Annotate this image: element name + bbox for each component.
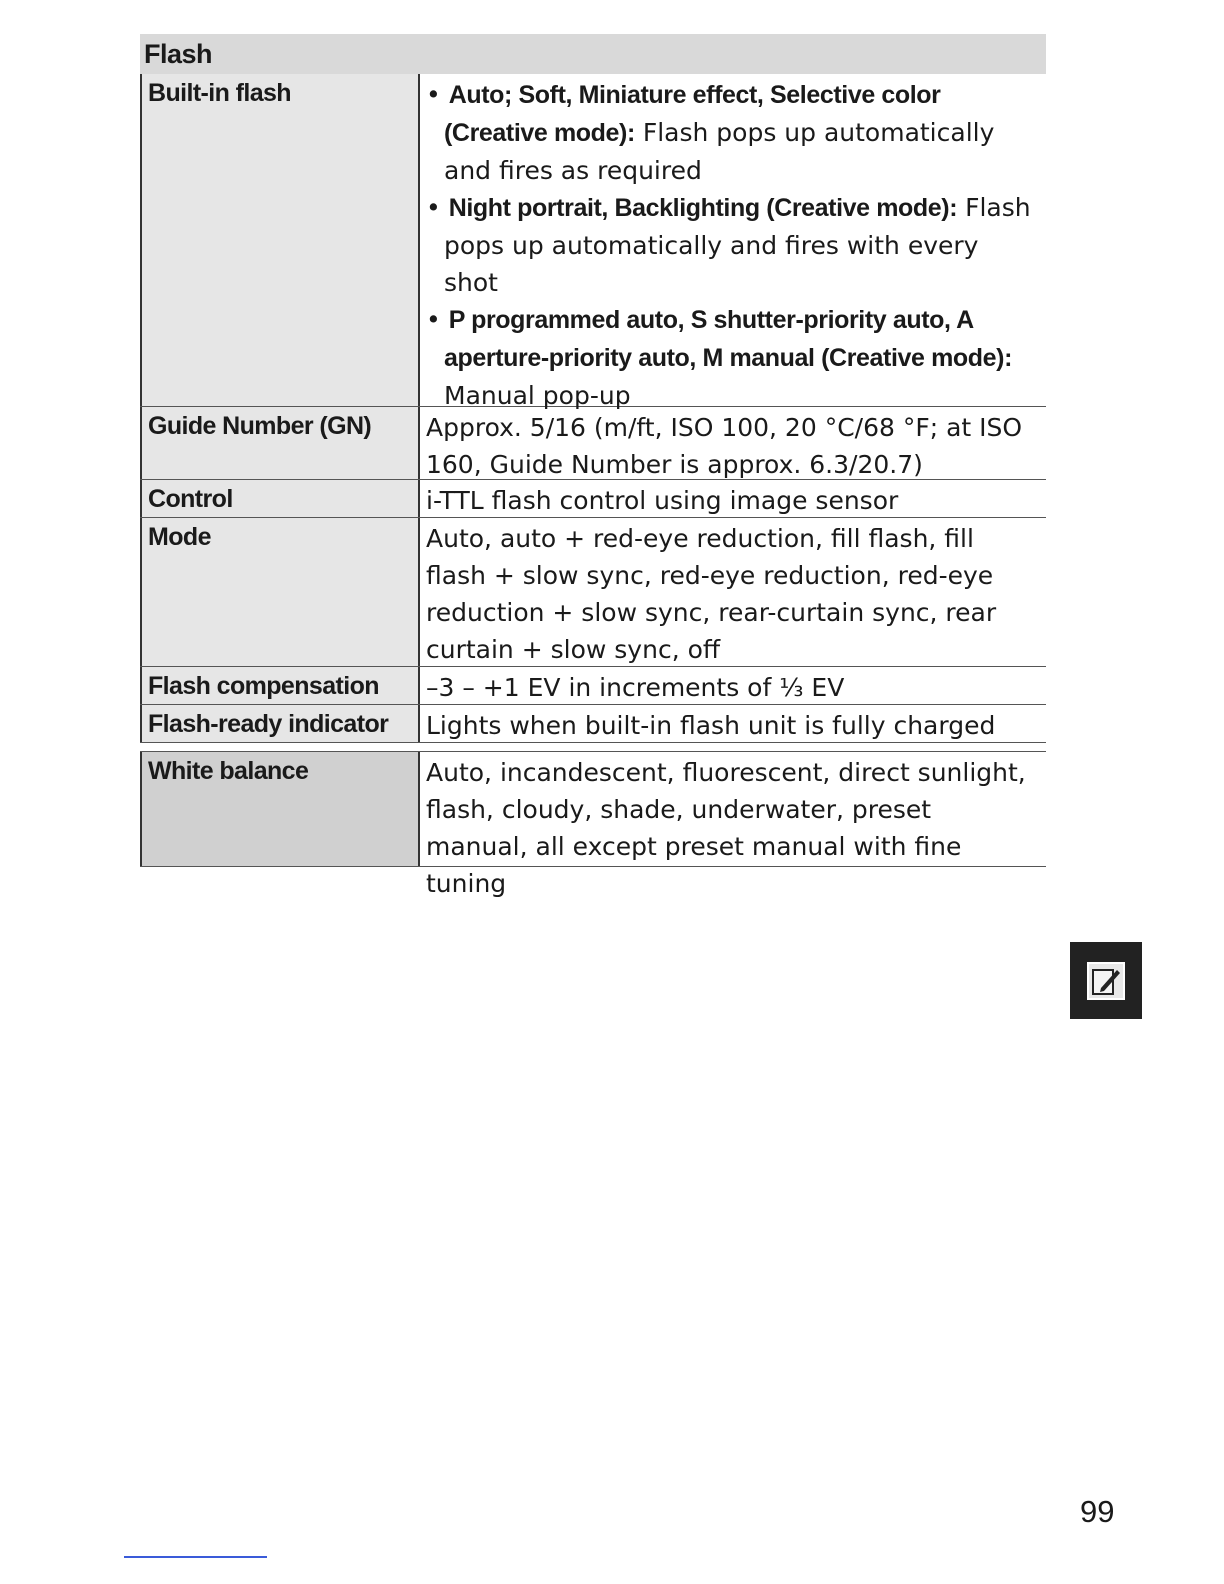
page-number: 99: [1080, 1494, 1115, 1529]
row-value-builtin-flash: [420, 74, 1046, 410]
row-value-flash-compensation: –3 – +1 EV in increments of ⅓ EV: [426, 673, 845, 702]
row-label-flash-compensation: Flash compensation: [140, 667, 420, 704]
flash-spec-table: [140, 34, 1046, 898]
pencil-note-icon: [1087, 962, 1125, 1000]
row-label-mode: Mode: [140, 518, 420, 666]
row-label-control: Control: [140, 480, 420, 517]
table-row-mode: [140, 518, 1046, 667]
section-divider: [140, 743, 1046, 752]
table-row-flash-compensation: [140, 667, 1046, 705]
table-row-white-balance: [140, 752, 1046, 898]
bullet-glyph: •: [426, 80, 441, 109]
table-row-flash-ready: [140, 705, 1046, 743]
row-value-flash-ready: Lights when built-in flash unit is fully charged: [426, 711, 996, 740]
row-value-control: i-TTL flash control using image sensor: [426, 486, 899, 515]
bullet-bold-night-portrait: Night portrait, Backlighting (Creative mode):: [448, 194, 958, 222]
bullet-item-pasm: [426, 301, 1040, 414]
row-label-guide-number: Guide Number (GN): [140, 407, 420, 479]
table-row-builtin-flash: [140, 74, 1046, 410]
section-title-flash: Flash: [140, 34, 1046, 74]
chapter-tab-marker: [1070, 942, 1142, 1019]
bullet-item-night-portrait: [426, 189, 1040, 301]
table-row-control: [140, 480, 1046, 518]
bullet-text-pasm: Manual pop-up: [444, 381, 631, 410]
bullet-item-auto: [426, 76, 1040, 189]
footer-rule: [124, 1556, 267, 1558]
bullet-bold-auto: Auto; Soft, Miniature effect, Selective color (Creative mode):: [444, 81, 941, 147]
bullet-text-night-portrait: Flash pops up automatically and fires with every shot: [444, 193, 1031, 297]
bullet-glyph: •: [426, 305, 441, 334]
bullet-glyph: •: [426, 193, 441, 222]
row-value-guide-number: Approx. 5/16 (m/ft, ISO 100, 20 °C/68 °F; at ISO 160, Guide Number is approx. 6.3/20.7): [426, 413, 1023, 479]
row-label-flash-ready: Flash-ready indicator: [140, 705, 420, 742]
row-value-mode: Auto, auto + red-eye reduction, fill flash, fill flash + slow sync, red-eye reduction, red-eye reduction + slow sync, rear-curtain sync, rear curtain + slow sync, off: [426, 524, 997, 664]
bullet-bold-pasm: P programmed auto, S shutter-priority auto, A aperture-priority auto, M manual (Creative mode):: [444, 306, 1012, 372]
bullet-text-auto: Flash pops up automatically and fires as required: [444, 118, 995, 185]
row-label-builtin-flash: Built-in flash: [140, 74, 420, 406]
table-row-guide-number: [140, 407, 1046, 480]
row-value-white-balance: Auto, incandescent, fluorescent, direct sunlight, flash, cloudy, shade, underwater, preset manual, all except preset manual with fine tuning: [426, 758, 1026, 898]
row-label-white-balance: White balance: [140, 752, 420, 866]
